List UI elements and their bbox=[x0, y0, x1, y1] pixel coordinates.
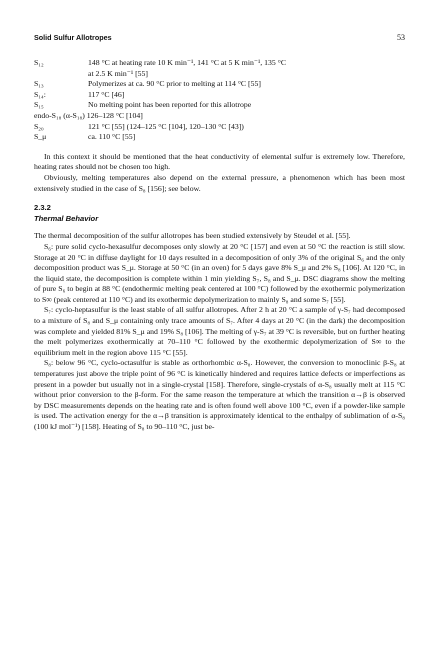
melting-text: No melting point has been reported for this allotrope bbox=[88, 100, 252, 110]
list-item bbox=[34, 69, 405, 80]
list-item bbox=[34, 122, 405, 133]
paragraph-pressure: Obviously, melting temperatures also depend on the external pressure, a phenomenon which has been most extensively studied in the case of S₈ [156]; see below. bbox=[34, 172, 405, 193]
running-head bbox=[34, 33, 405, 45]
paragraph-heat-conductivity: In this context it should be mentioned that the heat conductivity of elemental sulfur is extremely low. Therefore, heating rates should not be chosen too high. bbox=[34, 151, 405, 172]
species-label: S₂₀ bbox=[34, 121, 44, 131]
page-number: 53 bbox=[397, 33, 405, 42]
species-label: S₁₄: bbox=[34, 89, 46, 99]
paragraph-intro: The thermal decomposition of the sulfur allotropes has been studied extensively by Steudel et al. [55]. bbox=[34, 231, 351, 241]
melting-text: Polymerizes at ca. 90 °C prior to melting at 114 °C [55] bbox=[88, 79, 261, 89]
melting-text: ca. 110 °C [55] bbox=[88, 132, 136, 142]
melting-text: 117 °C [46] bbox=[88, 89, 125, 99]
list-item bbox=[34, 111, 405, 122]
species-label: endo-S₁₈ (α-S₁₈) 126–128 °C [104] bbox=[34, 110, 143, 120]
list-item bbox=[34, 100, 405, 111]
section-number: 2.3.2 bbox=[34, 203, 51, 213]
list-item bbox=[34, 90, 405, 101]
paragraph-s6: S₆: pure solid cyclo-hexasulfur decomposes only slowly at 20 °C [157] and even at 50 °C the reaction is still slow. Storage at 20 °C in diffuse daylight for 10 days resulted in a decomposition of only 3% of the original S₆ and the only decomposition product was S_μ. Storage at 50 °C (in an oven) for 5 days gave 8% S_μ and 2% S₈ [106]. At 120 °C, in the liquid state, the decomposition is complete within 1 min yielding S₇, S₈ and S_μ. DSC diagrams show the melting of pure S₆ to begin at 88 °C (endothermic melting peak centered at 100 °C) followed by the exothermic polymerization to S∞ (peak centered at 110 °C) and its exothermic depolymerization to mainly S₈ and some S₇ [55]. bbox=[34, 241, 405, 304]
paragraph-s8: S₈: below 96 °C, cyclo-octasulfur is stable as orthorhombic α-S₈. However, the conversion to monoclinic β-S₈ at temperatures just above the triple point of 96 °C is kinetically hindered and requires lattice defects or imperfections as present in a powder but usually not in a single-crystal [158]. Therefore, single-crystals of α-S₈ usually melt at 115 °C without prior conversion to the β-form. For the same reason the temperature at which the transition α→β is observed by DSC measurements depends on the heating rate and is often found well above 100 °C, even if a powder-like sample is used. The activation energy for the α→β transition is approximately identical to the enthalpy of sublimation of α-S₈ (100 kJ mol⁻¹) [158]. Heating of S₈ to 90–110 °C, just be- bbox=[34, 358, 405, 431]
species-label: S₁₅ bbox=[34, 100, 44, 110]
list-item bbox=[34, 79, 405, 90]
paragraph-s7: S₇: cyclo-heptasulfur is the least stable of all sulfur allotropes. After 2 h at 20 °C a sample of γ-S₇ had decomposed to a mixture of S₈ and S_μ containing only trace amounts of S₇. After 4 days at 20 °C (in the dark) the decomposition was complete and yielded 81% S_μ and 19% S₈ [106]. The melting of γ-S₇ at 39 °C is reversible, but on further heating the melt polymerizes exothermically at 70–110 °C followed by the exothermic depolymerization of S∞ to the equilibrium melt in the region above 115 °C [55]. bbox=[34, 305, 405, 357]
species-label: S₁₃ bbox=[34, 79, 44, 89]
running-title: Solid Sulfur Allotropes bbox=[34, 33, 112, 42]
list-item bbox=[34, 132, 405, 143]
species-label: S₁₂ bbox=[34, 58, 44, 67]
melting-text bbox=[143, 111, 405, 122]
page-body bbox=[34, 58, 405, 433]
list-item bbox=[34, 58, 405, 69]
species-label bbox=[34, 69, 88, 80]
species-label: S_μ bbox=[34, 132, 47, 142]
section-title: Thermal Behavior bbox=[34, 213, 99, 223]
melting-text: 148 °C at heating rate 10 K min⁻¹, 141 °C at 5 K min⁻¹, 135 °C bbox=[88, 58, 286, 67]
melting-text: at 2.5 K min⁻¹ [55] bbox=[88, 68, 149, 78]
melting-point-list bbox=[34, 58, 405, 143]
melting-text: 121 °C [55] (124–125 °C [104], 120–130 °C [43]) bbox=[88, 121, 244, 131]
